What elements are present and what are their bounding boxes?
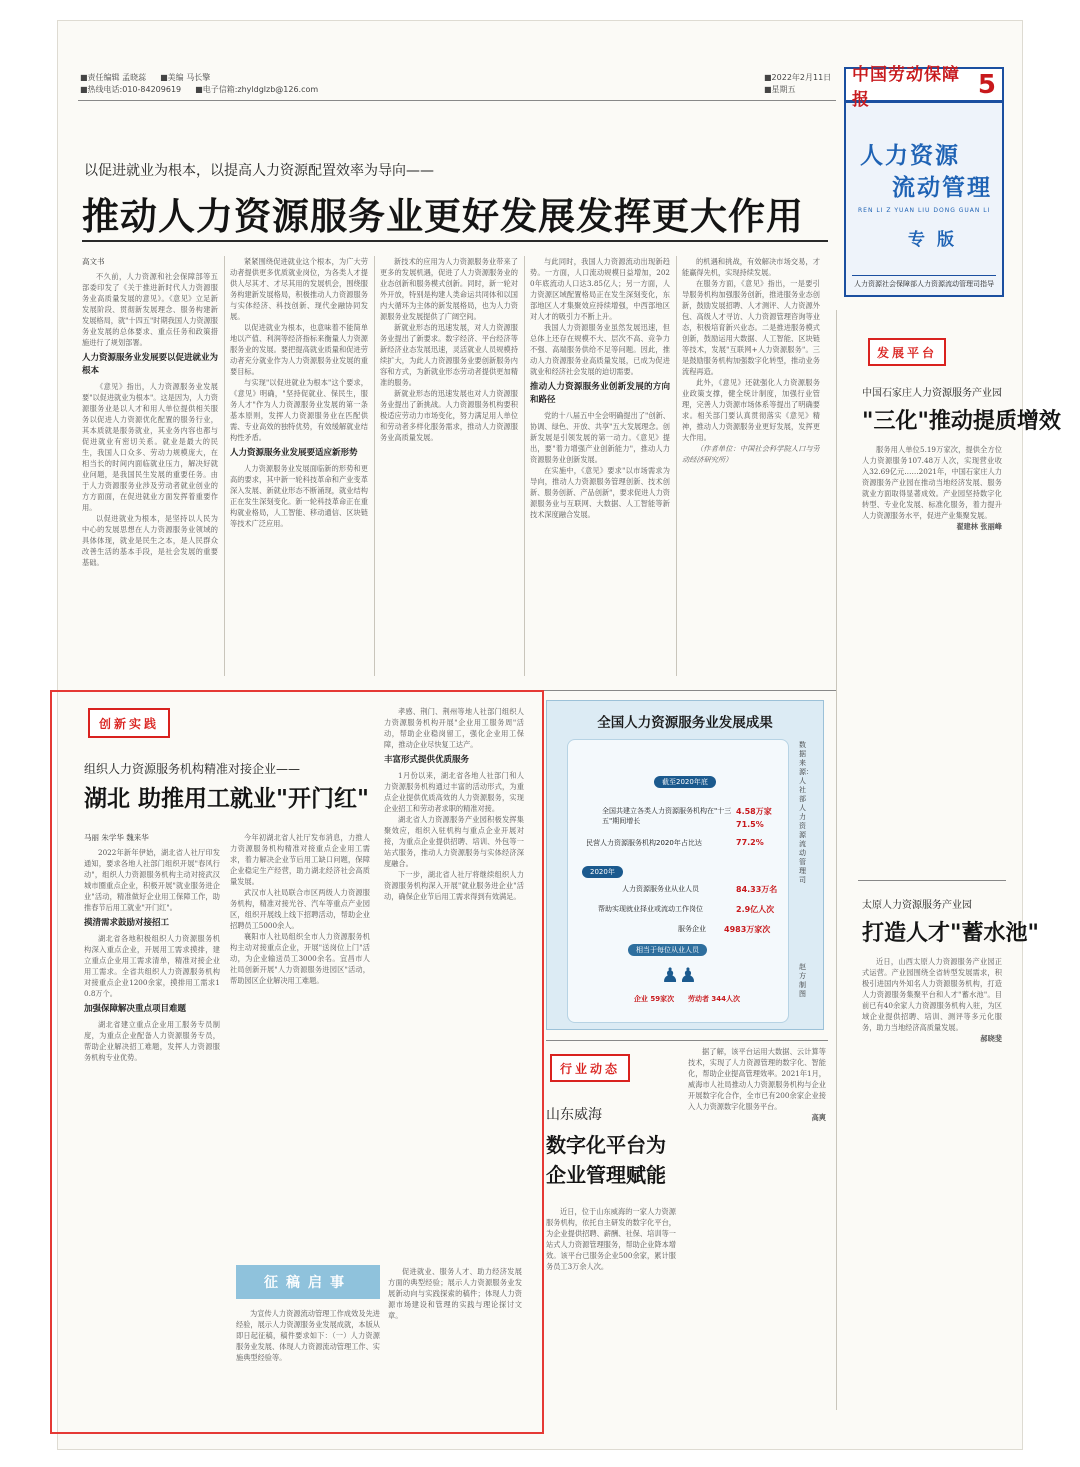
practice-subheading-1: 摸清需求鼓励对接招工 [84, 918, 170, 928]
lead-paragraph: 以促进就业为根本，也意味着不能简单地以产值、利润等经济指标来衡量人力资源服务业的发展。要把提高就业质量和促进劳动者充分就业作为人力资源服务业发展的重要目标。 [230, 323, 368, 376]
lead-paragraph: 新就业形态的迅速发展也对人力资源服务业提出了新挑战。人力资源服务机构要积极适应劳动力市场变化，努力满足用人单位和劳动者多样化服务需求，推动人力资源服务业高质量发展。 [380, 389, 518, 442]
dynamic-paragraph: 据了解，该平台运用大数据、云计算等技术，实现了人力资源管理的数字化、智能化，帮助企业提高管理效率。2021年1月，威海市人社局推动人力资源服务机构与企业开展数字化合作，全市已有200余家企业接入人力资源数字化服务平台。 [688, 1047, 826, 1111]
lead-subheading-3: 推动人力资源服务业创新发展的方向和路径 [530, 382, 670, 405]
paper-name: 中国劳动保障报 [852, 64, 960, 110]
section-title-english: REN LI Z YUAN LIU DONG GUAN LI [858, 207, 991, 214]
infographic-label-private-share: 民营人力资源服务机构2020年占比达 [586, 839, 702, 847]
infographic-badge-2020: 2020年 [582, 866, 623, 878]
lead-paragraph: 不久前，人力资源和社会保障部等五部委印发了《关于推进新时代人力资源服务业高质量发展的意见》。《意见》立足新发展阶段、贯彻新发展理念、服务构建新发展格局，就"十四五"时期我国人力资源服务业发展的总体要求、重点任务和政策措施进行了规划部署。 [82, 272, 218, 347]
hotline: ■热线电话:010-84209619 [80, 85, 182, 94]
infographic-value-per-enterprise: 企业 59家次 [633, 995, 675, 1003]
practice-subheading-3: 丰富形式提供优质服务 [384, 755, 470, 765]
dynamic-headline: 数字化平台为企业管理赋能 [546, 1133, 666, 1187]
practice-paragraph: 武汉市人社局联合市区两级人力资源服务机构，精准对接光谷、汽车等重点产业园区，组织开展线上线下招聘活动，帮助企业招聘员工5000余人。 [230, 888, 370, 930]
lead-column-2 [230, 256, 368, 678]
lead-column-1 [82, 256, 218, 678]
platform-column-2 [862, 956, 1002, 1402]
column-divider [224, 256, 225, 676]
infographic-panel [567, 739, 789, 1023]
rail-divider [836, 310, 837, 1410]
special-edition-label: 专版 [908, 230, 966, 250]
lead-paragraph: 新技术的应用为人力资源服务业带来了更多的发展机遇，促进了人力资源服务业的业态创新和服务模式创新。同时，新一轮对外开放，特别是构建人类命运共同体和以国内大循环为主体的新发展格局，也为人力资源服务业发展提供了广阔空间。 [380, 257, 518, 321]
lead-paragraph: 《意见》指出，人力资源服务业发展要"以促进就业为根本"。这是因为，人力资源服务业是以人才和用人单位提供相关服务以促进人力资源优化配置的服务行业，其本质就是服务就业，其业务内容也都与促进就业有密切关系。就业是最大的民生，我国人口众多、劳动力规模庞大，在相当长的时间内面临就业压力，解决好就业问题，是我国民生发展的重要任务。由于人力资源服务业涉及劳动者就业创业的方方面面，在促进就业方面发挥着重要作用。 [82, 382, 218, 512]
design-credit: ■美编 马长擎 [160, 73, 211, 82]
editor-credit: ■责任编辑 孟晓蕊 [80, 73, 147, 82]
platform-headline-2: 打造人才"蓄水池" [862, 920, 1039, 946]
infographic-label-institutions: 全国共建立各类人力资源服务机构在"十三五"期间增长 [602, 807, 732, 825]
platform-tag: 发展平台 [868, 338, 946, 366]
lead-paragraph: 的机遇和挑战，有效解决市场交易，才能赢得先机，实现持续发展。 [682, 257, 820, 277]
lead-paragraph: 紧紧围绕促进就业这个根本，为广大劳动者提供更多优质就业岗位，为各类人才提供人尽其才、才尽其用的发展机会，围绕服务构建新发展格局，积极推动人力资源服务与实体经济、科技创新、现代金融协同发展。 [230, 257, 368, 321]
lead-paragraph: 新就业形态的迅速发展，对人力资源服务业提出了新要求。数字经济、平台经济等新经济业态发展迅速，灵活就业人员规模持续扩大，为此人力资源服务业要创新服务内容和方式，为新就业形态劳动者提供更加精准的服务。 [380, 323, 518, 387]
practice-tag: 创新实践 [88, 708, 170, 738]
practice-headline: 湖北 助推用工就业"开门红" [84, 785, 369, 812]
lead-author-note: （作者单位：中国社会科学院人口与劳动经济研究所） [682, 444, 820, 464]
infographic-source: 数据来源：人社部人力资源流动管理司 [799, 741, 813, 884]
practice-paragraph: 今年初湖北省人社厅发布消息，力推人力资源服务机构精准对接重点企业用工需求，着力解决企业节后用工缺口问题，保障企业稳定生产经营，助力湖北经济社会高质量发展。 [230, 833, 370, 886]
infographic-badge-2020-end: 截至2020年底 [654, 776, 716, 788]
lead-column-4 [530, 256, 670, 678]
infographic-label-workforce: 人力资源服务业从业人员 [622, 885, 699, 893]
lead-kicker: 以促进就业为根本，以提高人力资源配置效率为导向—— [84, 163, 434, 179]
notice-paragraph: 促进就业、服务人才、助力经济发展方面的典型经验；展示人力资源服务业发展新动向与实践探索的稿件；体现人力资源市场建设和管理的实践与理论探讨文章。 [388, 1267, 522, 1320]
platform-subtitle-1: 中国石家庄人力资源服务产业园 [862, 388, 1002, 399]
practice-paragraph: 孝感、荆门、荆州等地人社部门组织人力资源服务机构开展"企业用工服务周"活动，帮助企业稳岗留工，强化企业用工保障，推动企业尽快复工达产。 [384, 707, 524, 749]
headline-rule [82, 240, 828, 242]
dynamic-tag: 行业动态 [550, 1054, 630, 1082]
notice-paragraph: 为宣传人力资源流动管理工作成效及先进经验，展示人力资源服务业发展成就，本版从即日起征稿，稿件要求如下：（一）人力资源服务业发展、体现人力资源流动管理工作、实施典型经验等。 [236, 1309, 380, 1362]
highlight-frame [50, 690, 544, 1434]
platform-paragraph: 近日，山西太原人力资源服务产业园正式运营。产业园围绕全省转型发展需求，积极引进国内外知名人力资源服务机构，打造人力资源服务集聚平台和人才"蓄水池"。目前已有40余家人力资源服务机构入驻，为区域企业提供招聘、培训、测评等多元化服务，助力当地经济高质量发展。 [862, 957, 1002, 1032]
infographic-value-institutions: 4.58万家 [736, 807, 772, 816]
lead-paragraph: 与此同时，我国人力资源流动出现新趋势。一方面，人口流动规模日益增加，2020年底流动人口达3.85亿人；另一方面，人力资源区域配置格局正在发生深刻变化，东部地区人才集聚效应持续增强，中西部地区对人才的吸引力不断上升。 [530, 257, 670, 321]
infographic-badge-per-worker: 相当于每位从业人员 [628, 944, 707, 956]
platform-signature-1: 翟建林 张丽峰 [956, 522, 1002, 531]
practice-paragraph: 湖北省各地积极组织人力资源服务机构深入重点企业，开展用工需求摸排，建立重点企业用工需求清单，精准对接企业用工需求。全省共组织人力资源服务机构对接重点企业1200余家，摸排用工需求10.8万个。 [84, 934, 220, 998]
practice-paragraph: 2022年新年伊始，湖北省人社厅印发通知，要求各地人社部门组织开展"春风行动"，组织人力资源服务机构主动对接武汉城市圈重点企业，积极开展"就业服务进企业"活动，精准做好企业用工保障工作，助推春节后用工就业"开门红"。 [84, 848, 220, 912]
dynamic-author: 高爽 [811, 1113, 826, 1122]
notice-banner: 征稿启事 [236, 1265, 380, 1299]
lead-paragraph: 以促进就业为根本，是坚持以人民为中心的发展思想在人力资源服务业领域的具体体现，就业是民生之本，是人民群众改善生活的基本手段，是社会发展的重要基础。 [82, 514, 218, 567]
issue-date: ■2022年2月11日 [764, 73, 832, 82]
dynamic-column-1 [546, 1206, 676, 1406]
infographic [546, 700, 824, 1030]
masthead [844, 64, 1004, 297]
lead-subheading-2: 人力资源服务业发展要适应新形势 [230, 448, 358, 458]
practice-paragraph: 1月份以来，湖北省各地人社部门和人力资源服务机构通过丰富的活动形式，为重点企业提供优质高效的人力资源服务，实现企业招工和劳动者求职的精准对接。 [384, 771, 524, 813]
lead-column-5 [682, 256, 820, 678]
lead-headline: 推动人力资源服务业更好发展发挥更大作用 [82, 194, 804, 238]
infographic-title: 全国人力资源服务业发展成果 [597, 715, 773, 731]
infographic-value-workforce: 84.33万名 [736, 885, 778, 894]
infographic-label-employment: 帮助实现就业择业或流动工作岗位 [598, 905, 703, 913]
section-title-line1: 人力资源 [860, 143, 960, 169]
infographic-credit: 赵方 制图 [799, 963, 806, 998]
infographic-value-growth: 71.5% [736, 820, 764, 829]
email: ■电子信箱:zhyldglzb@126.com [195, 85, 319, 94]
lead-column-3 [380, 256, 518, 678]
infographic-value-employment: 2.9亿人次 [736, 905, 775, 914]
infographic-value-private-share: 77.2% [736, 838, 764, 847]
column-divider [374, 256, 375, 676]
section-title-line2: 流动管理 [892, 175, 992, 201]
dynamic-column-2 [688, 1046, 826, 1406]
dynamic-paragraph: 近日，位于山东威海的一家人力资源服务机构，依托自主研发的数字化平台，为企业提供招聘、薪酬、社保、培训等一站式人力资源管理服务，帮助企业降本增效。该平台已服务企业500余家，累计服务员工3万余人次。 [546, 1207, 676, 1271]
section-rule [546, 1040, 828, 1041]
practice-paragraph: 襄阳市人社局组织全市人力资源服务机构主动对接重点企业，开展"送岗位上门"活动，为企业输送员工3000余名。宜昌市人社局创新开展"人力资源服务进园区"活动，帮助园区企业解决用工难题。 [230, 932, 370, 985]
page-number: 5 [977, 69, 996, 100]
dynamic-kicker: 山东威海 [546, 1107, 602, 1123]
practice-kicker: 组织人力资源服务机构精准对接企业—— [84, 762, 301, 776]
lead-paragraph: 此外，《意见》还就强化人力资源服务业政策支撑，健全统计制度，加强行业管理，完善人力资源市场体系等提出了明确要求。相关部门要认真贯彻落实《意见》精神，推动人力资源服务业更好发展，发挥更大作用。 [682, 378, 820, 442]
lead-paragraph: 与实现"以促进就业为根本"这个要求，《意见》明确，"坚持促就业、保民生，服务人才"作为人力资源服务业发展的第一条基本原则，发挥人力资源服务业在匹配供需、专业高效的独特优势，有效缓解就业结构性矛盾。 [230, 378, 368, 442]
platform-paragraph: 服务用人单位5.19万家次，提供全方位人力资源服务107.48万人次，实现营业收入32.69亿元……2021年，中国石家庄人力资源服务产业园在推动当地经济发展、服务就业方面取得显著成效。产业园坚持数字化转型、专业化发展、标准化服务，着力提升人力资源服务水平，促进产业集聚发展。 [862, 445, 1002, 520]
practice-byline: 马丽 朱学华 魏来华 [84, 833, 149, 842]
people-icon: ♟♟ [661, 963, 697, 987]
lead-subheading-1: 人力资源服务业发展要以促进就业为根本 [82, 353, 218, 376]
sponsor-line: 人力资源社会保障部人力资源流动管理司指导 [852, 275, 996, 289]
column-divider [676, 256, 677, 676]
infographic-label-enterprises: 服务企业 [678, 925, 706, 933]
header-rule [78, 100, 836, 101]
masthead-top [846, 64, 1002, 110]
lead-paragraph: 在实施中，《意见》要求"以市场需求为导向，推动人力资源服务管理创新、技术创新、服务创新、产品创新"，要求促进人力资源服务业与互联网、大数据、人工智能等新技术深度融合发展。 [530, 466, 670, 519]
platform-headline-1: "三化"推动提质增效 [862, 408, 1061, 434]
platform-signature-2: 郝晓斐 [980, 1034, 1002, 1043]
lead-author: 高文书 [82, 257, 105, 266]
header-meta-right [764, 72, 831, 96]
header-meta-left [80, 72, 332, 96]
practice-paragraph: 湖北省人力资源服务产业园积极发挥集聚效应，组织入驻机构与重点企业开展对接，为重点企业提供招聘、培训、外包等一站式服务，推动人力资源服务与实体经济深度融合。 [384, 815, 524, 868]
practice-paragraph: 下一步，湖北省人社厅将继续组织人力资源服务机构深入开展"就业服务进企业"活动，确保企业节后用工需求得到有效满足。 [384, 870, 524, 901]
practice-paragraph: 湖北省建立重点企业用工服务专员制度，为重点企业配备人力资源服务专员，帮助企业解决招工难题，发挥人力资源服务机构专业优势。 [84, 1020, 220, 1062]
platform-column-1 [862, 444, 1002, 852]
lead-paragraph: 党的十八届五中全会明确提出了"创新、协调、绿色、开放、共享"五大发展理念。创新发展是引领发展的第一动力。《意见》提出，要"着力增强产业创新能力"，推动人力资源服务业创新发展。 [530, 411, 670, 464]
infographic-value-per-worker: 劳动者 344人次 [687, 995, 741, 1003]
lead-paragraph: 在服务方面，《意见》指出，一是要引导服务机构加强服务创新，推进服务业态创新，鼓励发展招聘、人才测评、人力资源外包、高级人才寻访、人力资源管理咨询等业态，积极培育新兴业态。二是推进服务模式创新，鼓励运用大数据、人工智能、区块链等技术，发展"互联网+人力资源服务"。三是鼓励服务机构加强数字化转型，推动业务流程再造。 [682, 279, 820, 376]
rail-rule [858, 880, 1006, 881]
platform-subtitle-2: 太原人力资源服务产业园 [862, 900, 972, 911]
column-divider [524, 256, 525, 676]
issue-weekday: ■星期五 [764, 85, 796, 94]
infographic-value-enterprises: 4983万家次 [724, 925, 771, 934]
practice-subheading-2: 加强保障解决重点项目难题 [84, 1004, 187, 1014]
lead-paragraph: 人力资源服务业发展面临新的形势和更高的要求，其中新一轮科技革命和产业变革深入发展、新就业形态不断涌现，就业结构正在发生深刻变化。新一轮科技革命正在重构就业格局，人工智能、移动通信、区块链等技术广泛应用。 [230, 464, 368, 528]
lead-paragraph: 我国人力资源服务业虽然发展迅速，但总体上还存在规模不大、层次不高、竞争力不强、高端服务供给不足等问题。因此，推动人力资源服务业高质量发展，已成为促进就业和经济社会发展的迫切需要。 [530, 323, 670, 376]
